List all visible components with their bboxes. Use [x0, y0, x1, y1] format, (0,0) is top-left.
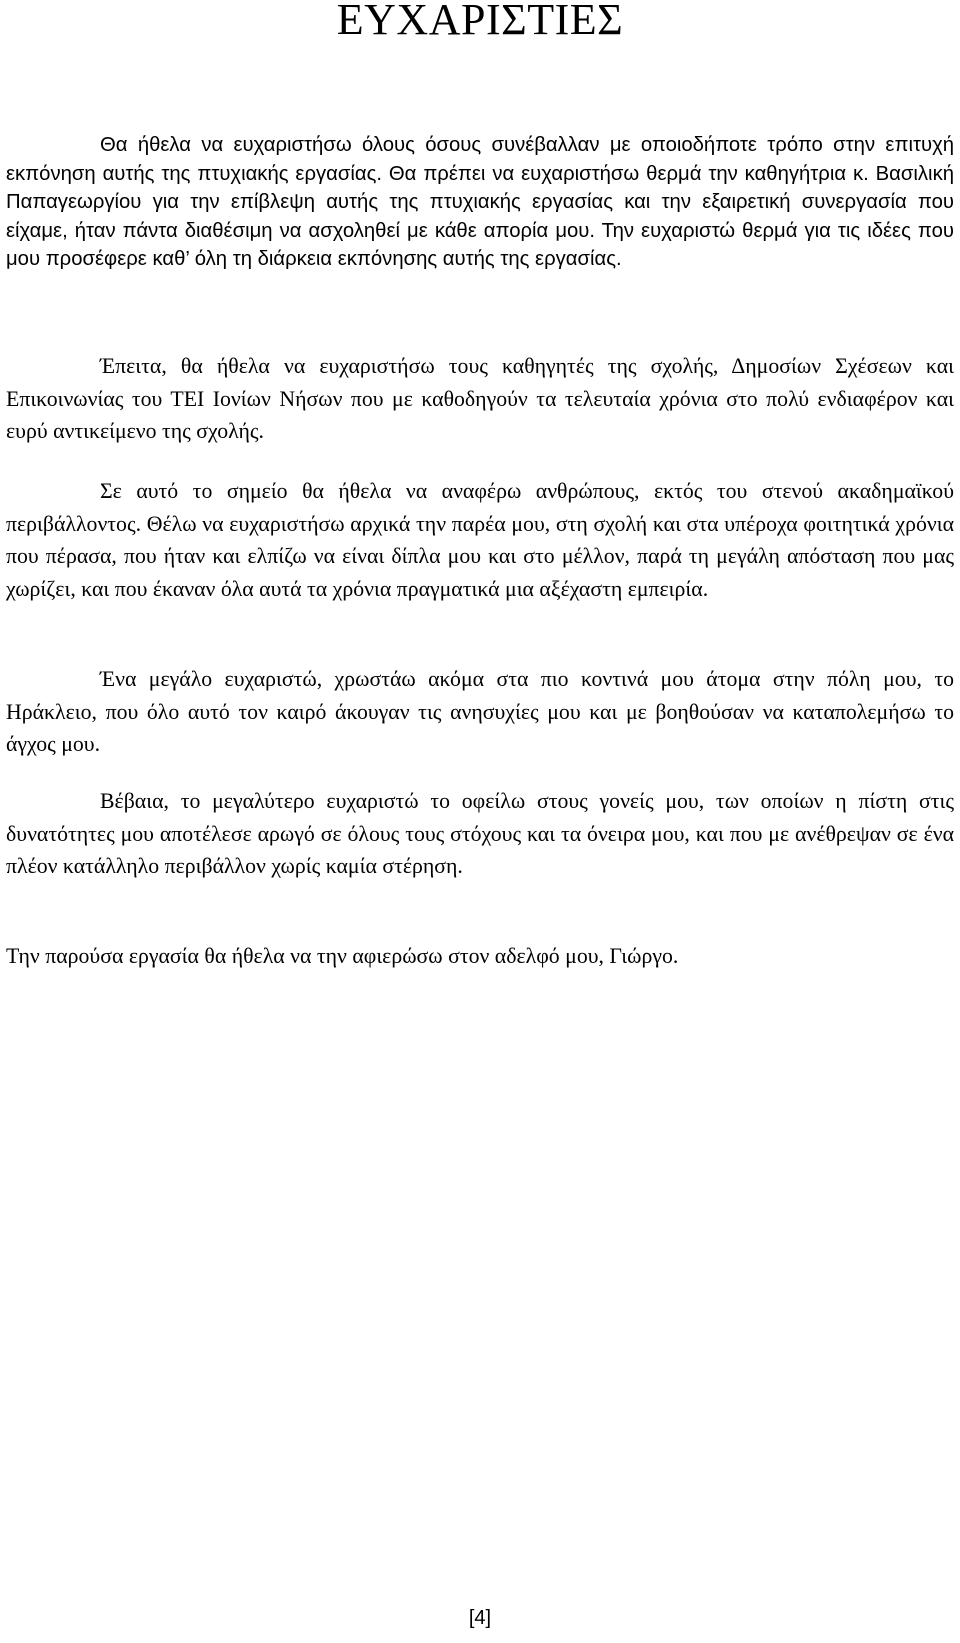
- paragraph-dedication: Την παρούσα εργασία θα ήθελα να την αφιερώσω στον αδελφό μου, Γιώργο.: [6, 944, 679, 968]
- page-title: ΕΥΧΑΡΙΣΤΙΕΣ: [336, 0, 624, 44]
- paragraph-thanks-professors: Έπειτα, θα ήθελα να ευχαριστήσω τους καθηγητές της σχολής, Δημοσίων Σχέσεων και Επικοινωνίας του ΤΕΙ Ιονίων Νήσων που με καθοδηγούν τα τελευταία χρόνια στο πολύ ενδιαφέρον και ευρύ αντικείμενο της σχολής.: [6, 354, 954, 444]
- paragraph-thanks-supervisor: Θα ήθελα να ευχαριστήσω όλους όσους συνέβαλλαν με οποιοδήποτε τρόπο στην επιτυχή εκπόνηση αυτής της πτυχιακής εργασίας. Θα πρέπει να ευχαριστήσω θερμά την καθηγήτρια κ. Βασιλική Παπαγεωργίου για την επίβλεψη αυτής της πτυχιακής εργασίας και την εξαιρετική συνεργασία που είχαμε, ήταν πάντα διαθέσιμη να ασχοληθεί με κάθε απορία μου. Την ευχαριστώ θερμά για τις ιδέες που μου προσέφερε καθ’ όλη τη διάρκεια εκπόνησης αυτής της εργασίας.: [6, 134, 954, 271]
- paragraph-thanks-hometown: Ένα μεγάλο ευχαριστώ, χρωστάω ακόμα στα πιο κοντινά μου άτομα στην πόλη μου, το Ηράκλειο, που όλο αυτό τον καιρό άκουγαν τις ανησυχίες μου και με βοηθούσαν να καταπολεμήσω το άγχος μου.: [6, 667, 954, 757]
- page-number: [4]: [468, 1607, 492, 1629]
- paragraph-thanks-friends: Σε αυτό το σημείο θα ήθελα να αναφέρω ανθρώπους, εκτός του στενού ακαδημαϊκού περιβάλλοντος. Θέλω να ευχαριστήσω αρχικά την παρέα μου, στη σχολή και στα υπέροχα φοιτητικά χρόνια που πέρασα, που ήταν και ελπίζω να είναι δίπλα μου και στο μέλλον, παρά τη μεγάλη απόσταση που μας χωρίζει, και που έκαναν όλα αυτά τα χρόνια πραγματικά μια αξέχαστη εμπειρία.: [6, 479, 954, 601]
- paragraph-thanks-parents: Βέβαια, το μεγαλύτερο ευχαριστώ το οφείλω στους γονείς μου, των οποίων η πίστη στις δυνατότητες μου αποτέλεσε αρωγό σε όλους τους στόχους και τα όνειρα μου, και που με ανέθρεψαν σε ένα πλέον κατάλληλο περιβάλλον χωρίς καμία στέρηση.: [6, 789, 954, 879]
